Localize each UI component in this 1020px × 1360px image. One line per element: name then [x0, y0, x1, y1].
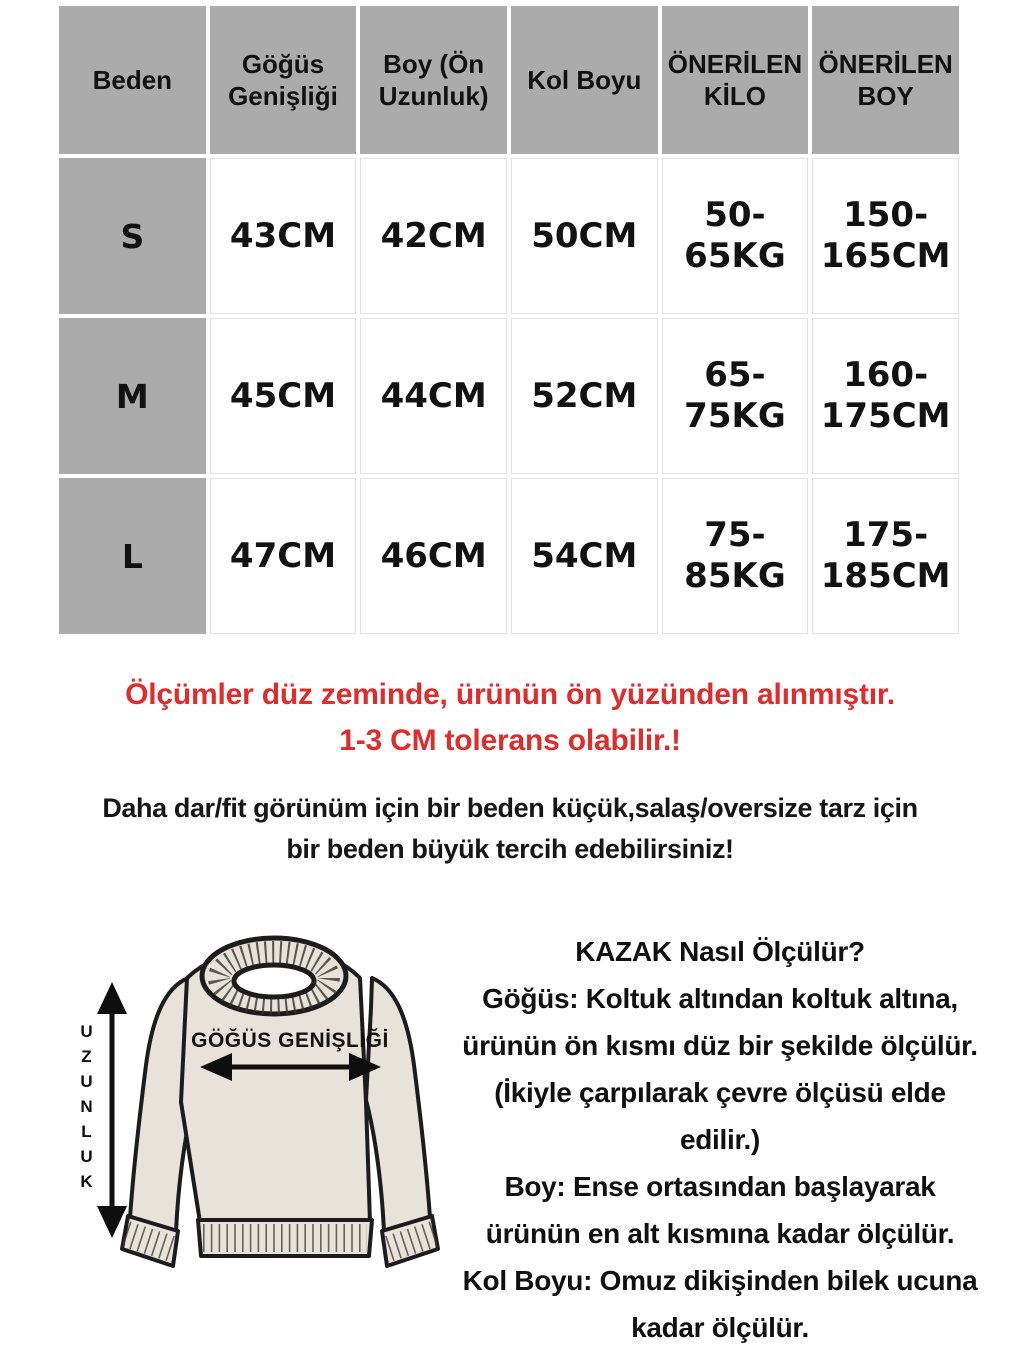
col-header-beden: Beden	[59, 6, 206, 154]
tolerance-note-line2: 1-3 CM tolerans olabilir.!	[339, 724, 681, 757]
measurement-guide	[425, 928, 1015, 1351]
chest-value-l: 47CM	[210, 478, 357, 634]
guide-line-7: Kol Boyu: Omuz dikişinden bilek ucuna	[462, 1265, 978, 1296]
length-value-s: 42CM	[360, 158, 507, 314]
height-value-m: 160-175CM	[812, 318, 959, 474]
weight-value-m: 65-75KG	[662, 318, 809, 474]
size-table	[55, 2, 963, 638]
weight-value-s: 50-65KG	[662, 158, 809, 314]
guide-line-2: ürünün ön kısmı düz bir şekilde ölçülür.	[462, 1030, 978, 1061]
height-value-s: 150-165CM	[812, 158, 959, 314]
table-row-s	[59, 158, 959, 314]
size-label-m: M	[59, 318, 206, 474]
guide-title: KAZAK Nasıl Ölçülür?	[575, 936, 865, 967]
col-header-onerilen-boy: ÖNERİLEN BOY	[812, 6, 959, 154]
fit-note-line1: Daha dar/fit görünüm için bir beden küçük,salaş/oversize tarz için	[102, 793, 918, 823]
guide-line-8: kadar ölçülür.	[631, 1312, 809, 1343]
size-label-s: S	[59, 158, 206, 314]
guide-line-4: edilir.)	[679, 1124, 761, 1155]
length-value-m: 44CM	[360, 318, 507, 474]
col-header-gogus: Göğüs Genişliği	[210, 6, 357, 154]
right-sleeve	[366, 978, 430, 1232]
chest-value-m: 45CM	[210, 318, 357, 474]
col-header-kilo: ÖNERİLEN KİLO	[662, 6, 809, 154]
sleeve-value-s: 50CM	[511, 158, 658, 314]
length-value-l: 46CM	[360, 478, 507, 634]
fit-note	[0, 788, 1020, 870]
sleeve-value-m: 52CM	[511, 318, 658, 474]
tolerance-note-line1: Ölçümler düz zeminde, ürünün ön yüzünden alınmıştır.	[125, 678, 895, 711]
guide-line-5: Boy: Ense ortasından başlayarak	[504, 1171, 936, 1202]
col-header-kol: Kol Boyu	[511, 6, 658, 154]
table-row-l	[59, 478, 959, 634]
guide-line-1: Göğüs: Koltuk altından koltuk altına,	[482, 983, 958, 1014]
fit-note-line2: bir beden büyük tercih edebilirsiniz!	[286, 834, 734, 864]
length-arrow	[97, 982, 127, 1238]
chest-value-s: 43CM	[210, 158, 357, 314]
size-table-head	[59, 6, 959, 154]
collar	[202, 938, 346, 1014]
col-header-boy: Boy (Ön Uzunluk)	[360, 6, 507, 154]
size-label-l: L	[59, 478, 206, 634]
height-value-l: 175-185CM	[812, 478, 959, 634]
chest-width-label: GÖĞÜS GENİŞLİĞİ	[191, 1029, 389, 1052]
hem-band	[198, 1220, 372, 1256]
guide-line-3: (İkiyle çarpılarak çevre ölçüsü elde	[494, 1077, 946, 1108]
sweater-measurement-diagram	[40, 920, 490, 1360]
tolerance-note	[0, 672, 1020, 764]
sweater-illustration	[40, 920, 490, 1360]
table-row-m	[59, 318, 959, 474]
sleeve-value-l: 54CM	[511, 478, 658, 634]
weight-value-l: 75-85KG	[662, 478, 809, 634]
header-row	[59, 6, 959, 154]
length-axis-label: UZUNLUK	[77, 1022, 96, 1197]
size-table-body	[59, 158, 959, 634]
guide-line-6: ürünün en alt kısmına kadar ölçülür.	[485, 1218, 955, 1249]
